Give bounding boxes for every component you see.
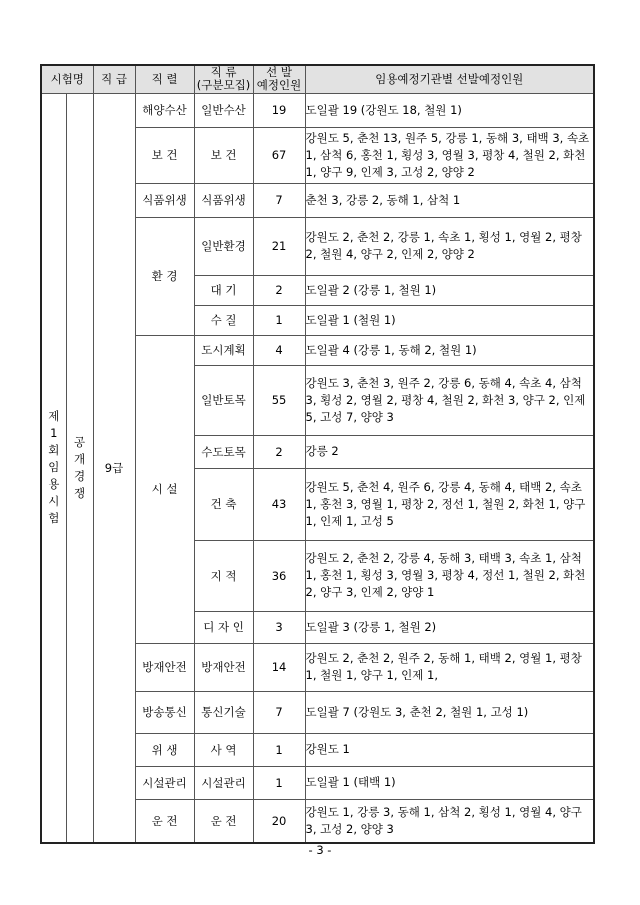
detail-cell: 도일괄 4 (강릉 1, 동해 2, 철원 1) — [305, 335, 594, 365]
page-number: - 3 - — [308, 843, 332, 857]
count-cell: 1 — [253, 733, 305, 766]
class-cell: 디 자 인 — [194, 611, 253, 643]
series-cell: 해양수산 — [135, 93, 194, 127]
count-cell: 4 — [253, 335, 305, 365]
class-cell: 일반토목 — [194, 365, 253, 435]
class-cell: 수 질 — [194, 305, 253, 335]
series-cell: 보 건 — [135, 127, 194, 183]
class-cell: 시설관리 — [194, 766, 253, 799]
count-cell: 21 — [253, 217, 305, 275]
header-grade: 직 급 — [93, 65, 135, 93]
class-cell: 도시계획 — [194, 335, 253, 365]
series-cell: 방재안전 — [135, 643, 194, 691]
detail-cell: 강원도 1 — [305, 733, 594, 766]
class-cell: 식품위생 — [194, 183, 253, 217]
class-cell: 지 적 — [194, 540, 253, 611]
header-row — [41, 65, 594, 93]
detail-cell: 강원도 2, 춘천 2, 강릉 1, 속초 1, 횡성 1, 영월 2, 평창 2, 철원 4, 양구 2, 인제 2, 양양 2 — [305, 217, 594, 275]
detail-cell: 도일괄 19 (강원도 18, 철원 1) — [305, 93, 594, 127]
count-cell: 3 — [253, 611, 305, 643]
class-cell: 수도토목 — [194, 435, 253, 468]
detail-cell: 강원도 5, 춘천 13, 원주 5, 강릉 1, 동해 3, 태백 3, 속초 1, 삼척 6, 홍천 1, 횡성 3, 영월 3, 평창 4, 철원 2, 화천 1, 양구 9, 인제 3, 고성 2, 양양 2 — [305, 127, 594, 183]
detail-cell: 도일괄 7 (강원도 3, 춘천 2, 철원 1, 고성 1) — [305, 691, 594, 733]
series-cell: 환 경 — [135, 217, 194, 335]
detail-cell: 강원도 5, 춘천 4, 원주 6, 강릉 4, 동해 4, 태백 2, 속초 1, 홍천 3, 영월 1, 평창 2, 정선 1, 철원 2, 화천 1, 양구 1, 인제 1, 고성 5 — [305, 468, 594, 540]
count-cell: 55 — [253, 365, 305, 435]
count-cell: 1 — [253, 766, 305, 799]
recruit-type-cell: 공개경쟁 — [66, 93, 93, 843]
series-cell: 시설관리 — [135, 766, 194, 799]
class-cell: 일반수산 — [194, 93, 253, 127]
grade-cell: 9급 — [93, 93, 135, 843]
header-class: 직 류 (구분모집) — [194, 65, 253, 93]
count-cell: 36 — [253, 540, 305, 611]
recruitment-table — [40, 64, 595, 844]
detail-cell: 도일괄 1 (태백 1) — [305, 766, 594, 799]
count-cell: 20 — [253, 799, 305, 843]
count-cell: 7 — [253, 691, 305, 733]
detail-cell: 도일괄 2 (강릉 1, 철원 1) — [305, 275, 594, 305]
header-series: 직 렬 — [135, 65, 194, 93]
count-cell: 2 — [253, 435, 305, 468]
header-count: 선 발 예정인원 — [253, 65, 305, 93]
class-cell: 일반환경 — [194, 217, 253, 275]
detail-cell: 춘천 3, 강릉 2, 동해 1, 삼척 1 — [305, 183, 594, 217]
header-agency: 임용예정기관별 선발예정인원 — [305, 65, 594, 93]
series-cell: 운 전 — [135, 799, 194, 843]
class-cell: 건 축 — [194, 468, 253, 540]
count-cell: 2 — [253, 275, 305, 305]
detail-cell: 강원도 2, 춘천 2, 원주 2, 동해 1, 태백 2, 영월 1, 평창 1, 철원 1, 양구 1, 인제 1, — [305, 643, 594, 691]
class-cell: 사 역 — [194, 733, 253, 766]
header-exam: 시험명 — [41, 65, 93, 93]
detail-cell: 도일괄 1 (철원 1) — [305, 305, 594, 335]
exam-name-cell: 제1회 임용시험 — [41, 93, 66, 843]
table-row — [41, 93, 594, 127]
series-cell: 시 설 — [135, 335, 194, 643]
detail-cell: 강원도 2, 춘천 2, 강릉 4, 동해 3, 태백 3, 속초 1, 삼척 1, 홍천 1, 횡성 3, 영월 3, 평창 4, 정선 1, 철원 2, 화천 2, 양구 3, 인제 2, 양양 1 — [305, 540, 594, 611]
detail-cell: 강원도 3, 춘천 3, 원주 2, 강릉 6, 동해 4, 속초 4, 삼척 3, 횡성 2, 영월 2, 평창 4, 철원 2, 화천 3, 양구 2, 인제 5, 고성 7, 양양 3 — [305, 365, 594, 435]
detail-cell: 강릉 2 — [305, 435, 594, 468]
count-cell: 67 — [253, 127, 305, 183]
series-cell: 식품위생 — [135, 183, 194, 217]
detail-cell: 강원도 1, 강릉 3, 동해 1, 삼척 2, 횡성 1, 영월 4, 양구 3, 고성 2, 양양 3 — [305, 799, 594, 843]
class-cell: 운 전 — [194, 799, 253, 843]
count-cell: 14 — [253, 643, 305, 691]
count-cell: 19 — [253, 93, 305, 127]
count-cell: 1 — [253, 305, 305, 335]
count-cell: 7 — [253, 183, 305, 217]
class-cell: 보 건 — [194, 127, 253, 183]
detail-cell: 도일괄 3 (강릉 1, 철원 2) — [305, 611, 594, 643]
series-cell: 방송통신 — [135, 691, 194, 733]
class-cell: 방재안전 — [194, 643, 253, 691]
class-cell: 통신기술 — [194, 691, 253, 733]
series-cell: 위 생 — [135, 733, 194, 766]
count-cell: 43 — [253, 468, 305, 540]
class-cell: 대 기 — [194, 275, 253, 305]
